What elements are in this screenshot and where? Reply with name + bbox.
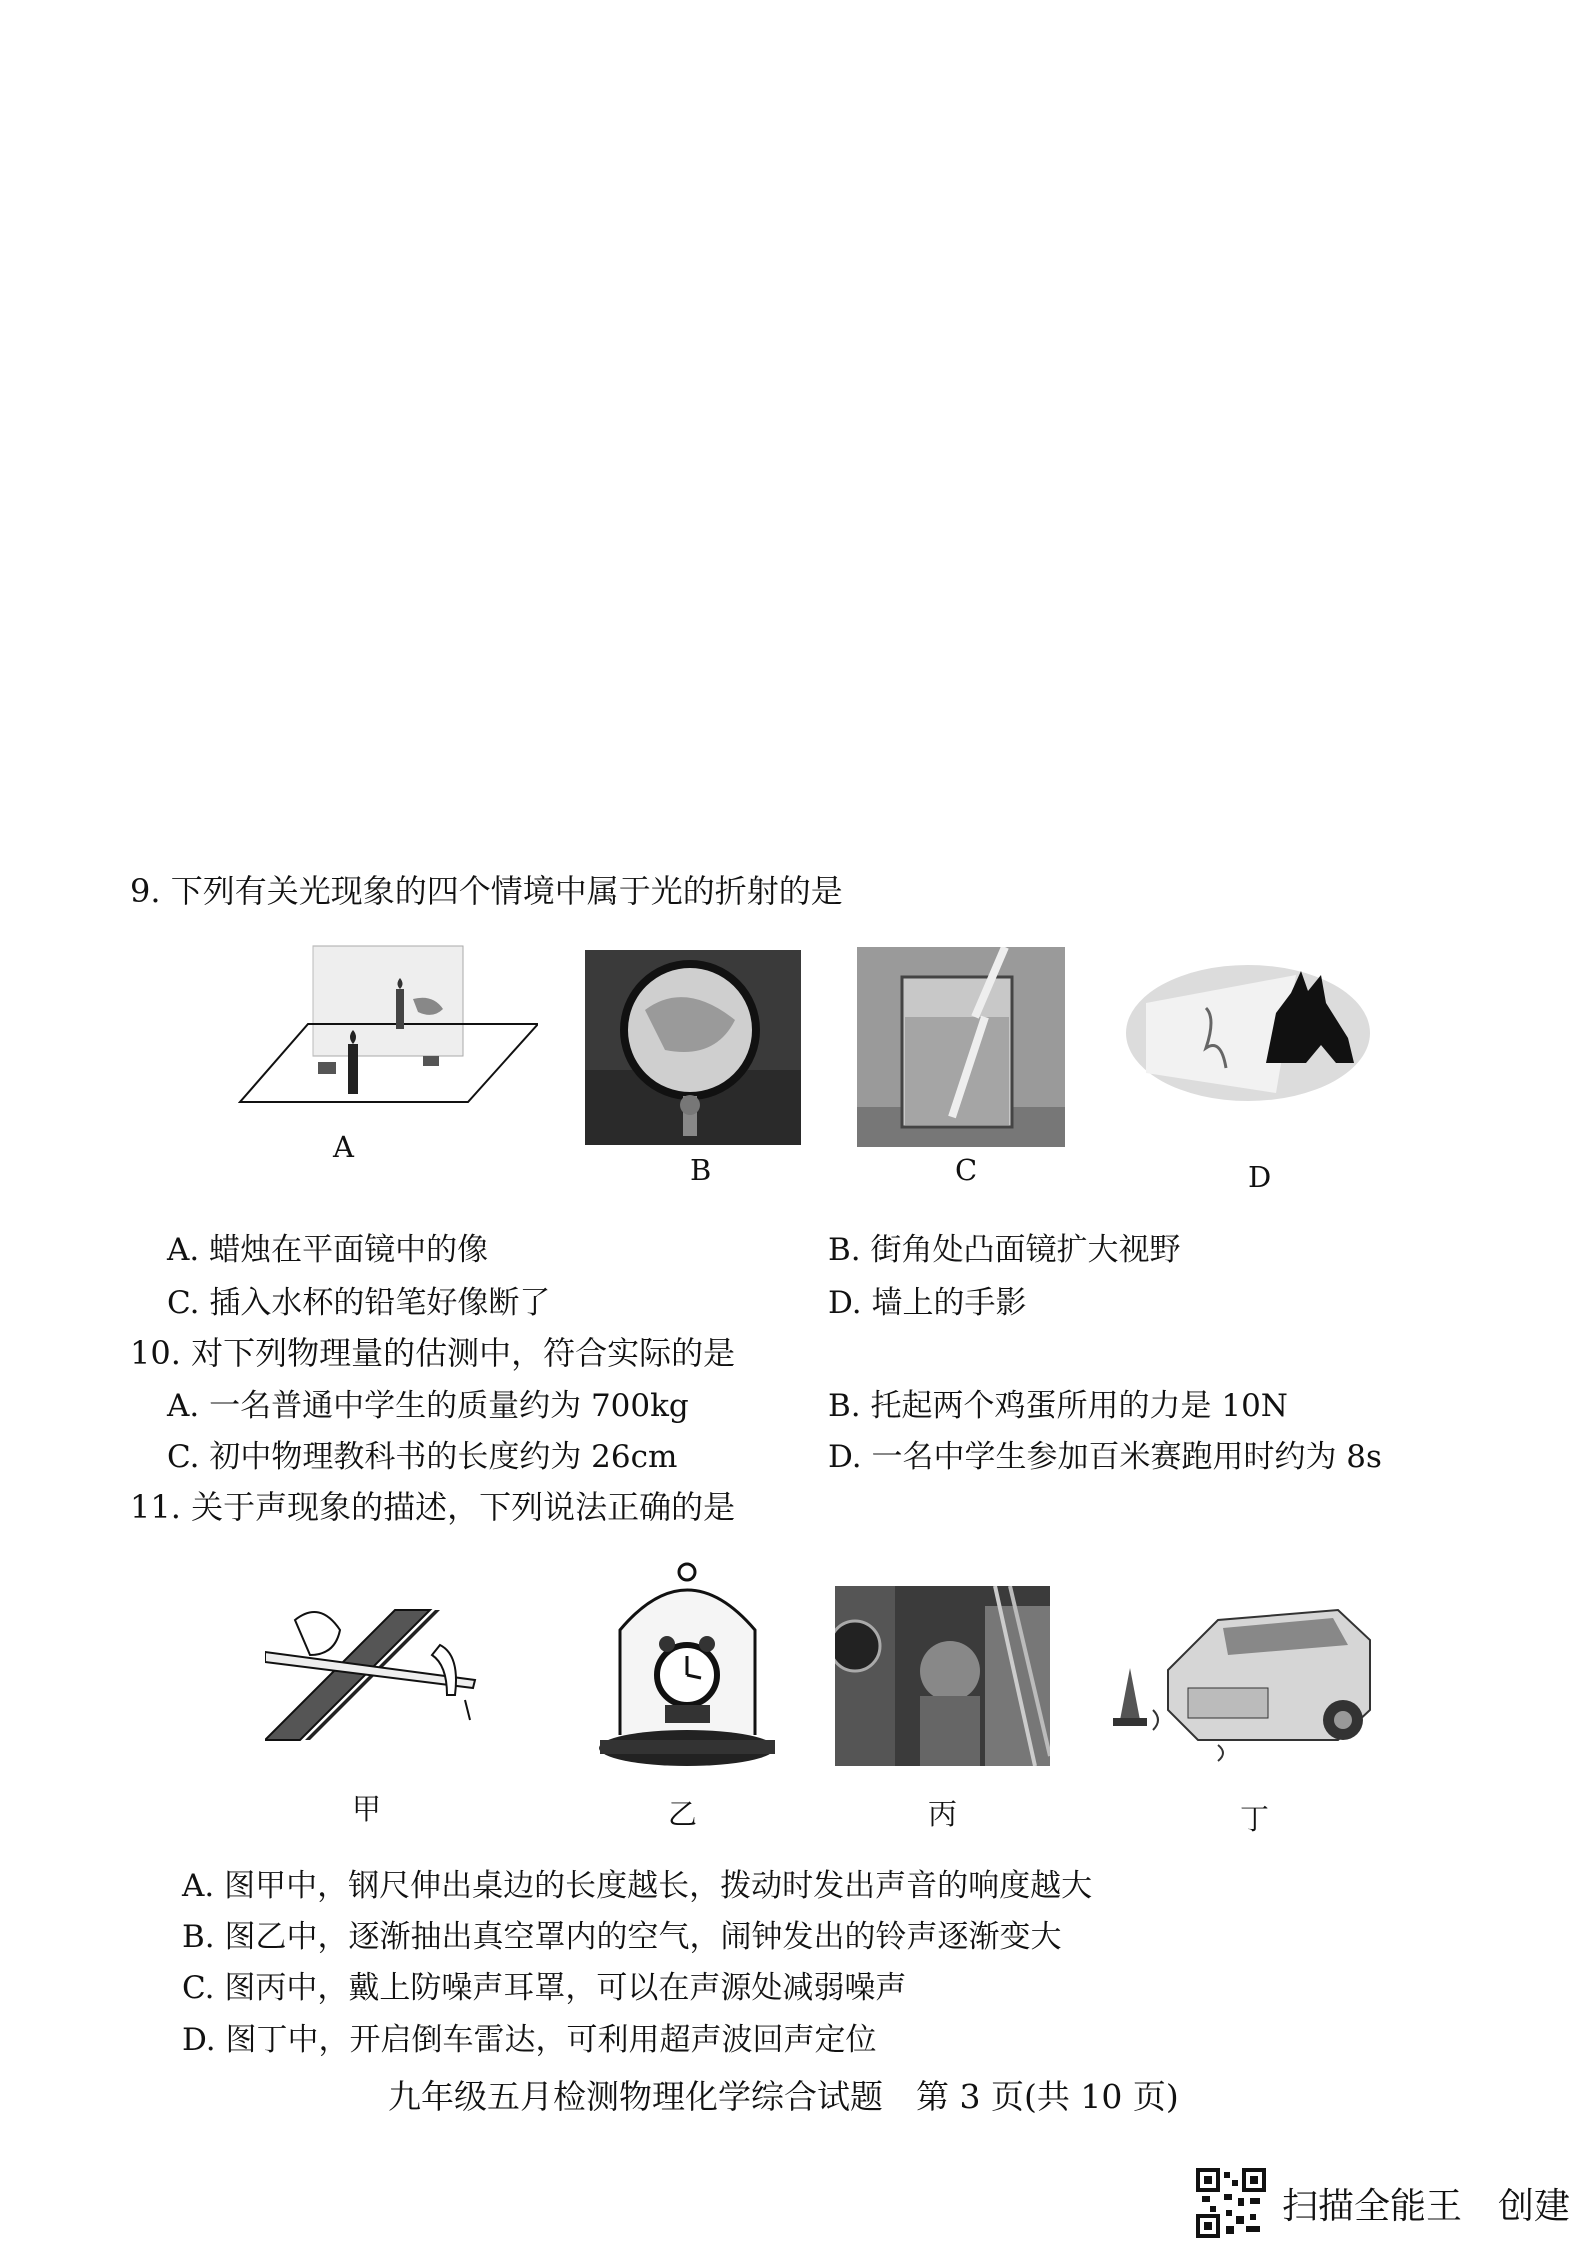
q10-option-d: D. 一名中学生参加百米赛跑用时约为 8s <box>828 1439 1382 1475</box>
q10-stem: 10. 对下列物理量的估测中，符合实际的是 <box>130 1334 736 1372</box>
figure-d-hand-shadow <box>1126 963 1371 1103</box>
figure-ding-label: 丁 <box>1240 1802 1270 1836</box>
figure-yi-label: 乙 <box>668 1797 698 1831</box>
figure-bing-ear-protection <box>835 1586 1050 1766</box>
qr-code-icon <box>1196 2168 1266 2238</box>
q10-option-c: C. 初中物理教科书的长度约为 26cm <box>167 1439 678 1475</box>
figure-d-label: D <box>1248 1160 1272 1194</box>
figure-a-label: A <box>333 1130 354 1164</box>
figure-ding-reversing-radar <box>1108 1600 1373 1770</box>
figure-c-pencil-in-water <box>857 947 1065 1147</box>
figure-bing-label: 丙 <box>928 1797 958 1831</box>
q9-option-a: A. 蜡烛在平面镜中的像 <box>167 1232 489 1268</box>
figure-jia-label: 甲 <box>352 1792 382 1826</box>
figure-yi-bell-jar <box>595 1560 780 1775</box>
q11-option-a: A. 图甲中，钢尺伸出桌边的长度越长，拨动时发出声音的响度越大 <box>182 1868 1093 1904</box>
figure-a-plane-mirror <box>238 944 538 1104</box>
page-footer: 九年级五月检测物理化学综合试题 第 3 页(共 10 页) <box>388 2077 1179 2116</box>
figure-b-convex-mirror <box>585 950 801 1145</box>
q9-option-d: D. 墙上的手影 <box>828 1285 1027 1321</box>
q10-option-b: B. 托起两个鸡蛋所用的力是 10N <box>828 1388 1288 1424</box>
q9-stem: 9. 下列有关光现象的四个情境中属于光的折射的是 <box>130 872 843 910</box>
q10-option-a: A. 一名普通中学生的质量约为 700kg <box>167 1388 689 1424</box>
q9-option-b: B. 街角处凸面镜扩大视野 <box>828 1232 1181 1268</box>
q11-option-c: C. 图丙中，戴上防噪声耳罩，可以在声源处减弱噪声 <box>182 1970 907 2006</box>
q11-option-b: B. 图乙中，逐渐抽出真空罩内的空气，闹钟发出的铃声逐渐变大 <box>182 1919 1062 1955</box>
figure-b-label: B <box>690 1153 712 1187</box>
scanner-watermark-text: 扫描全能王 创建 <box>1282 2186 1571 2227</box>
q11-option-d: D. 图丁中，开启倒车雷达，可利用超声波回声定位 <box>182 2022 877 2058</box>
figure-jia-steel-ruler <box>265 1590 490 1760</box>
q11-stem: 11. 关于声现象的描述，下列说法正确的是 <box>130 1488 736 1526</box>
figure-c-label: C <box>955 1153 978 1187</box>
q9-option-c: C. 插入水杯的铅笔好像断了 <box>167 1285 551 1321</box>
